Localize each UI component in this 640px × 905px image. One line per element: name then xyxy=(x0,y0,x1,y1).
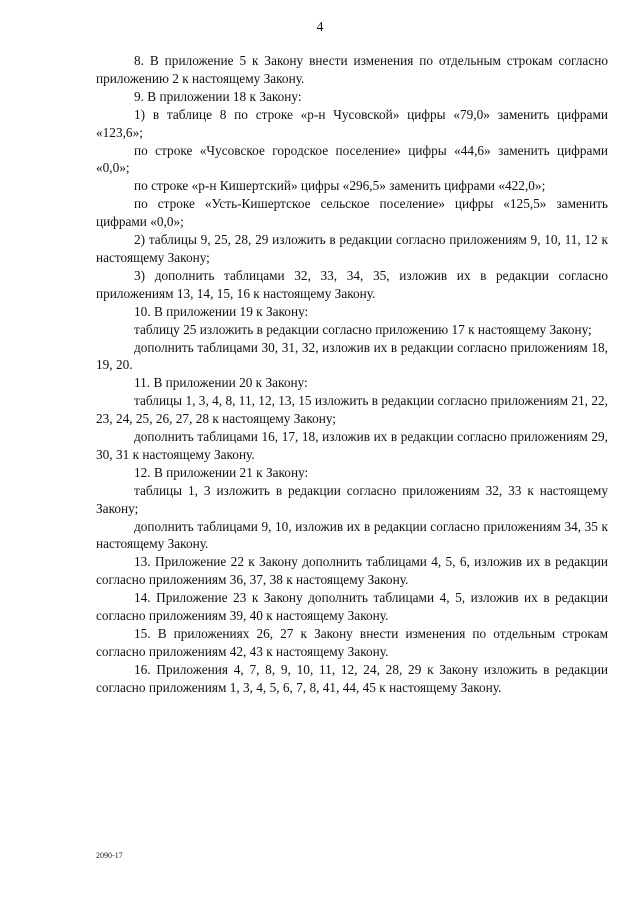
subparagraph-9-2: 2) таблицы 9, 25, 28, 29 изложить в редакции согласно приложениям 9, 10, 11, 12 к настоящему Закону; xyxy=(96,232,608,265)
paragraph-item-10: 10. В приложении 19 к Закону: xyxy=(134,303,309,319)
subparagraph-10-1: таблицу 25 изложить в редакции согласно приложению 17 к настоящему Закону; xyxy=(134,321,592,337)
paragraph-item-14: 14. Приложение 23 к Закону дополнить таблицами 4, 5, изложив их в редакции согласно приложениям 39, 40 к настоящему Закону. xyxy=(96,590,608,624)
subparagraph-11-1: таблицы 1, 3, 4, 8, 11, 12, 13, 15 изложить в редакции согласно приложениям 21, 22, 23, 24, 25, 26, 27, 28 к настоящему Закону; xyxy=(96,393,608,427)
paragraph-item-16: 16. Приложения 4, 7, 8, 9, 10, 11, 12, 24, 28, 29 к Закону изложить в редакции согласно приложениям 1, 3, 4, 5, 6, 7, 8, 41, 44, 45 к настоящему Закону. xyxy=(96,661,608,695)
subparagraph-9-1-line-4: по строке «Усть-Кишертское сельское поселение» цифры «125,5» заменить цифрами «0,0»; xyxy=(96,196,608,230)
subparagraph-9-1: 1) в таблице 8 по строке «р-н Чусовской» цифры «79,0» заменить цифрами «123,6»; xyxy=(96,106,608,140)
paragraph-item-12: 12. В приложении 21 к Закону: xyxy=(134,464,309,480)
page-number: 4 xyxy=(316,20,324,35)
document-body xyxy=(96,52,608,697)
subparagraph-9-1-line-2: по строке «Чусовское городское поселение» цифры «44,6» заменить цифрами «0,0»; xyxy=(96,142,608,176)
subparagraph-12-2: дополнить таблицами 9, 10, изложив их в редакции согласно приложениям 34, 35 к настоящему Закону. xyxy=(96,518,608,552)
footer-code: 2090-17 xyxy=(96,851,123,860)
paragraph-item-15: 15. В приложениях 26, 27 к Закону внести изменения по отдельным строкам согласно приложениям 42, 43 к настоящему Закону. xyxy=(96,626,608,659)
subparagraph-9-1-line-3: по строке «р-н Кишертский» цифры «296,5» заменить цифрами «422,0»; xyxy=(134,178,546,194)
paragraph-item-9: 9. В приложении 18 к Закону: xyxy=(134,88,302,104)
subparagraph-12-1: таблицы 1, 3 изложить в редакции согласно приложениям 32, 33 к настоящему Закону; xyxy=(96,482,608,516)
paragraph-item-11: 11. В приложении 20 к Закону: xyxy=(134,375,308,391)
paragraph-item-8: 8. В приложение 5 к Закону внести изменения по отдельным строкам согласно приложению 2 к настоящему Закону. xyxy=(96,53,608,86)
subparagraph-9-3: 3) дополнить таблицами 32, 33, 34, 35, изложив их в редакции согласно приложениям 13, 14, 15, 16 к настоящему Закону. xyxy=(96,267,608,301)
subparagraph-10-2: дополнить таблицами 30, 31, 32, изложив их в редакции согласно приложениям 18, 19, 20. xyxy=(96,339,608,373)
paragraph-item-13: 13. Приложение 22 к Закону дополнить таблицами 4, 5, 6, изложив их в редакции согласно приложениям 36, 37, 38 к настоящему Закону. xyxy=(96,554,608,588)
subparagraph-11-2: дополнить таблицами 16, 17, 18, изложив их в редакции согласно приложениям 29, 30, 31 к настоящему Закону. xyxy=(96,429,608,462)
